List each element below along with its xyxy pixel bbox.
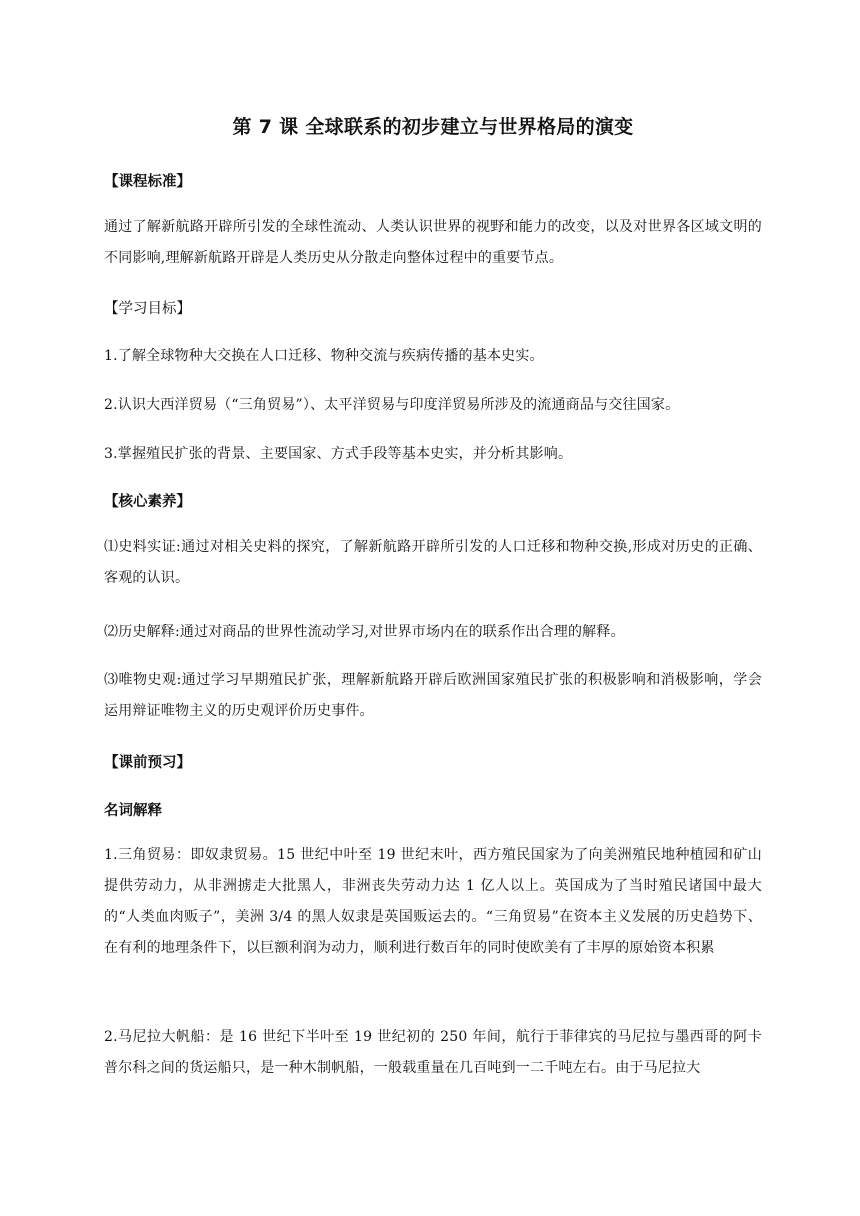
glossary-subheading: 名词解释: [104, 803, 162, 819]
literacy-item-2: ⑵历史解释:通过对商品的世界性流动学习,对世界市场内在的联系作出合理的解释。: [104, 624, 625, 640]
preview-heading: 【课前预习】: [104, 755, 191, 771]
literacy-item-1: ⑴史料实证:通过对相关史料的探究，了解新航路开辟所引发的人口迁移和物种交换,形成对历史的正确、客观的认识。: [104, 539, 762, 586]
objectives-heading: 【学习目标】: [104, 301, 191, 317]
objective-item-1: 1.了解全球物种大交换在人口迁移、物种交流与疾病传播的基本史实。: [104, 348, 544, 364]
lesson-title: 第 7 课 全球联系的初步建立与世界格局的演变: [232, 116, 634, 138]
glossary-item-1: 1.三角贸易：即奴隶贸易。15 世纪中叶至 19 世纪末叶，西方殖民国家为了向美洲殖民地种植园和矿山提供劳动力，从非洲掳走大批黑人，非洲丧失劳动力达 1 亿人以上。英国成为了当时殖民诸国中最大的“人类血肉贩子”，美洲 3/4 的黑人奴隶是英国贩运去的。“三角贸易”在资本主义发展的历史趋势下、在有利的地理条件下，以巨额利润为动力，顺利进行数百年的同时使欧美有了丰厚的原始资本积累: [104, 847, 762, 956]
glossary-item-2: 2.马尼拉大帆船：是 16 世纪下半叶至 19 世纪初的 250 年间，航行于菲律宾的马尼拉与墨西哥的阿卡普尔科之间的货运船只，是一种木制帆船，一般载重量在几百吨到一二千吨左右。由于马尼拉大: [104, 1029, 762, 1076]
literacy-heading: 【核心素养】: [104, 494, 191, 510]
literacy-item-3: ⑶唯物史观:通过学习早期殖民扩张，理解新航路开辟后欧洲国家殖民扩张的积极影响和消极影响，学会运用辩证唯物主义的历史观评价历史事件。: [104, 672, 762, 719]
objective-item-3: 3.掌握殖民扩张的背景、主要国家、方式手段等基本史实，并分析其影响。: [104, 446, 573, 462]
objective-item-2: 2.认识大西洋贸易（“三角贸易”）、太平洋贸易与印度洋贸易所涉及的流通商品与交往国家。: [104, 397, 680, 413]
curriculum-heading: 【课程标准】: [104, 174, 191, 190]
curriculum-text: 通过了解新航路开辟所引发的全球性流动、人类认识世界的视野和能力的改变，以及对世界各区域文明的不同影响,理解新航路开辟是人类历史从分散走向整体过程中的重要节点。: [104, 219, 762, 266]
